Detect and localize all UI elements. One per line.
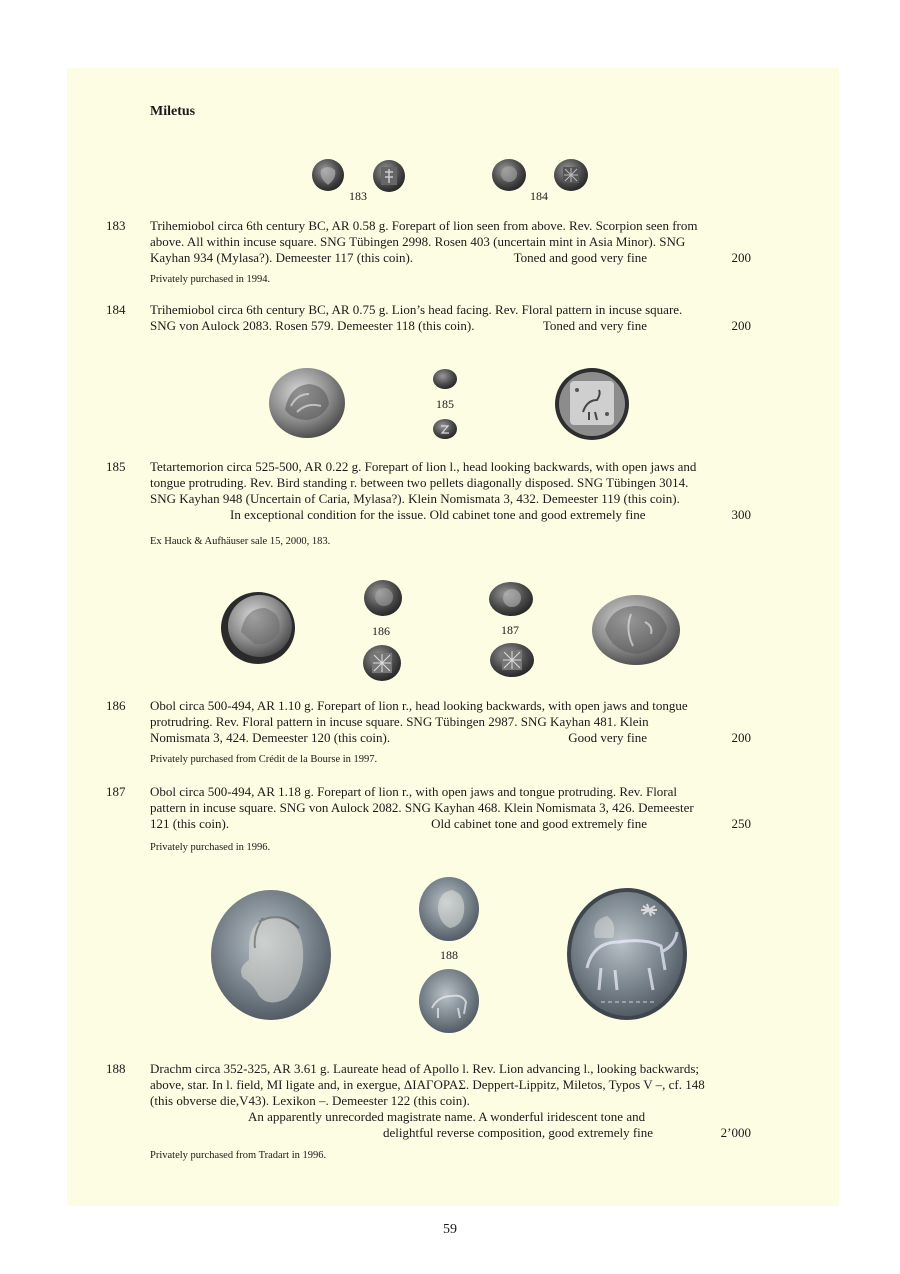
lot-description: [150, 302, 751, 334]
coin-184-reverse: [553, 158, 589, 192]
description-line: Kayhan 934 (Mylasa?). Demeester 117 (this coin).: [150, 250, 414, 265]
grade-row: [150, 816, 751, 832]
coin-185-obverse-enlarged: [267, 366, 347, 440]
description-line: Trihemiobol circa 6th century BC, AR 0.58 g. Forepart of lion seen from above. Rev. Scorpion seen from: [150, 218, 698, 233]
coin-186-obverse: [363, 579, 403, 617]
lot-description: [150, 784, 751, 832]
coin-185-reverse: [432, 418, 458, 440]
estimate-price: 250: [731, 816, 751, 831]
grade: Toned and very fine: [542, 318, 647, 333]
provenance: Ex Hauck & Aufhäuser sale 15, 2000, 183.: [150, 536, 331, 547]
lot-description: [150, 1061, 751, 1141]
grade-row: [150, 730, 751, 746]
caption-186: 186: [372, 624, 390, 638]
grade-row: [150, 250, 751, 266]
provenance: Privately purchased from Tradart in 1996.: [150, 1150, 327, 1161]
coin-186-obverse-enlarged: [219, 590, 297, 666]
description-line: Tetartemorion circa 525-500, AR 0.22 g. Forepart of lion l., head looking backwards, with open jaws and: [150, 459, 697, 474]
coin-187-obverse-enlarged: [591, 594, 681, 666]
grade-row: [150, 507, 751, 523]
provenance: Privately purchased in 1994.: [150, 274, 271, 285]
coin-185-reverse-enlarged: [553, 366, 631, 442]
grade: Toned and good very fine: [513, 250, 647, 265]
grade-row: [150, 1125, 751, 1141]
description-line: SNG Kayhan 948 (Uncertain of Caria, Mylasa?). Klein Nomismata 3, 432. Demeester 119 (this coin).: [150, 491, 680, 506]
estimate-price: 300: [731, 507, 751, 522]
coin-188-obverse: [418, 876, 480, 942]
lot-description: [150, 218, 751, 266]
caption-185: 185: [436, 397, 454, 411]
caption-184: 184: [530, 189, 548, 203]
lot-number: 184: [106, 302, 126, 317]
grade: delightful reverse composition, good extremely fine: [383, 1125, 654, 1140]
page-number: 59: [443, 1222, 457, 1237]
description-line: Nomismata 3, 424. Demeester 120 (this coin).: [150, 730, 391, 745]
caption-187: 187: [501, 623, 519, 637]
lot-description: [150, 698, 751, 746]
coin-186-reverse: [362, 644, 402, 682]
description-line: Obol circa 500-494, AR 1.18 g. Forepart of lion r., with open jaws and tongue protruding. Rev. Floral: [150, 784, 678, 799]
coin-183-obverse: [311, 158, 345, 192]
lot-number: 186: [106, 698, 126, 713]
section-title: Miletus: [150, 104, 196, 119]
coin-187-reverse: [489, 642, 535, 678]
description-line: above, star. In l. field, MI ligate and, in exergue, ΔΙΑΓΟΡΑΣ. Deppert-Lippitz, Miletos, Typos V –, cf. 148: [150, 1077, 705, 1092]
coin-187-obverse: [488, 581, 534, 617]
lot-number: 187: [106, 784, 126, 799]
coin-188-reverse-enlarged: [565, 886, 689, 1022]
grade: Good very fine: [568, 730, 647, 745]
grade: In exceptional condition for the issue. Old cabinet tone and good extremely fine: [230, 507, 646, 522]
lot-description: [150, 459, 751, 523]
description-line: Obol circa 500-494, AR 1.10 g. Forepart of lion r., head looking backwards, with open jaws and tongue: [150, 698, 688, 713]
description-line: pattern in incuse square. SNG von Aulock 2082. SNG Kayhan 468. Klein Nomismata 3, 426. Demeester: [150, 800, 694, 815]
grade: Old cabinet tone and good extremely fine: [431, 816, 647, 831]
coin-185-obverse: [432, 368, 458, 390]
estimate-price: 200: [731, 730, 751, 745]
provenance: Privately purchased from Crédit de la Bourse in 1997.: [150, 754, 378, 765]
estimate-price: 200: [731, 318, 751, 333]
description-line: SNG von Aulock 2083. Rosen 579. Demeester 118 (this coin).: [150, 318, 475, 333]
description-line: tongue protruding. Rev. Bird standing r. between two pellets diagonally disposed. SNG Tübingen 3014.: [150, 475, 689, 490]
estimate-price: 200: [731, 250, 751, 265]
estimate-price: 2’000: [720, 1125, 751, 1140]
lot-number: 188: [106, 1061, 126, 1076]
caption-188: 188: [440, 948, 458, 962]
lot-number: 183: [106, 218, 126, 233]
provenance: Privately purchased in 1996.: [150, 842, 271, 853]
description-line: protrudring. Rev. Floral pattern in incuse square. SNG Tübingen 2987. SNG Kayhan 481. Klein: [150, 714, 649, 729]
description-line: (this obverse die,V43). Lexikon –. Demeester 122 (this coin).: [150, 1093, 470, 1108]
lot-number: 185: [106, 459, 126, 474]
grade: An apparently unrecorded magistrate name. A wonderful iridescent tone and: [248, 1109, 646, 1124]
coin-188-reverse: [418, 968, 480, 1034]
grade-row: [150, 318, 751, 334]
description-line: Drachm circa 352-325, AR 3.61 g. Laureate head of Apollo l. Rev. Lion advancing l., looking backwards;: [150, 1061, 699, 1076]
description-line: 121 (this coin).: [150, 816, 230, 831]
description-line: above. All within incuse square. SNG Tübingen 2998. Rosen 403 (uncertain mint in Asia Minor). SNG: [150, 234, 686, 249]
coin-188-obverse-enlarged: [209, 888, 333, 1022]
description-line: Trihemiobol circa 6th century BC, AR 0.75 g. Lion’s head facing. Rev. Floral pattern in incuse square.: [150, 302, 683, 317]
coin-184-obverse: [491, 158, 527, 192]
caption-183: 183: [349, 189, 367, 203]
coin-183-reverse: [372, 159, 406, 193]
